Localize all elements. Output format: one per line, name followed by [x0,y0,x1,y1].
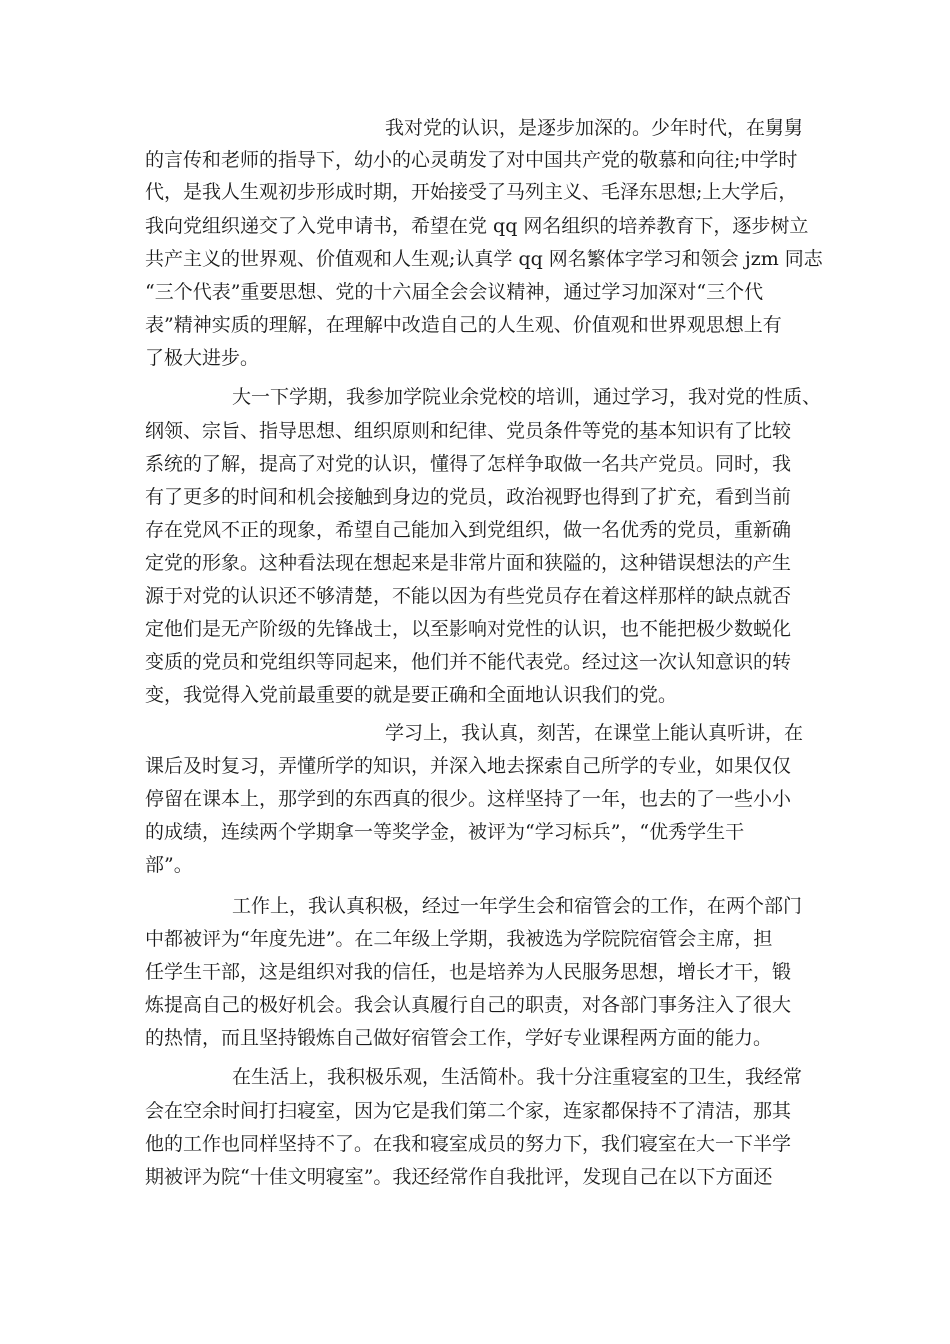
paragraph-line: 源于对党的认识还不够清楚，不能以因为有些党员存在着这样那样的缺点就否 [145,585,792,607]
paragraph-line: 他的工作也同样坚持不了。在我和寝室成员的努力下，我们寝室在大一下半学 [145,1133,792,1155]
paragraph-line: 定党的形象。这种看法现在想起来是非常片面和狭隘的，这种错误想法的产生 [145,552,792,574]
paragraph-line: 共产主义的世界观、价值观和人生观;认真学 qq 网名繁体字学习和领会 jzm 同志 [145,248,823,270]
paragraph-line: 纲领、宗旨、指导思想、组织原则和纪律、党员条件等党的基本知识有了比较 [145,420,792,442]
paragraph-line: 任学生干部，这是组织对我的信任，也是培养为人民服务思想，增长才干，锻 [145,961,792,983]
paragraph-line: 了极大进步。 [145,347,260,369]
paragraph-line: 我向党组织递交了入党申请书，希望在党 qq 网名组织的培养教育下，逐步树立 [145,215,809,237]
paragraph-line: 停留在课本上，那学到的东西真的很少。这样坚持了一年，也去的了一些小小 [145,788,792,810]
paragraph-line: 系统的了解，提高了对党的认识，懂得了怎样争取做一名共产党员。同时，我 [145,453,792,475]
paragraph-line: 的成绩，连续两个学期拿一等奖学金，被评为“学习标兵”，“优秀学生干 [145,821,745,843]
paragraph-line: 大一下学期，我参加学院业余党校的培训，通过学习，我对党的性质、 [232,386,822,408]
paragraph-line: 的热情，而且坚持锻炼自己做好宿管会工作，学好专业课程两方面的能力。 [145,1027,773,1049]
paragraph-line: 的言传和老师的指导下，幼小的心灵萌发了对中国共产党的敬慕和向往;中学时 [145,149,798,171]
paragraph-line: “三个代表”重要思想、党的十六届全会会议精神，通过学习加深对“三个代 [145,281,764,303]
paragraph-line: 课后及时复习，弄懂所学的知识，并深入地去探索自己所学的专业，如果仅仅 [145,755,792,777]
paragraph-line: 学习上，我认真，刻苦，在课堂上能认真听讲，在 [385,722,804,744]
paragraph-line: 代，是我人生观初步形成时期，开始接受了马列主义、毛泽东思想;上大学后， [145,181,798,203]
paragraph-line: 会在空余时间打扫寝室，因为它是我们第二个家，连家都保持不了清洁，那其 [145,1100,792,1122]
paragraph-line: 定他们是无产阶级的先锋战士，以至影响对党性的认识，也不能把极少数蜕化 [145,618,792,640]
paragraph-line: 部”。 [145,854,193,876]
paragraph-line: 表”精神实质的理解，在理解中改造自己的人生观、价值观和世界观思想上有 [145,314,782,336]
paragraph-line: 有了更多的时间和机会接触到身边的党员，政治视野也得到了扩充，看到当前 [145,486,792,508]
paragraph-line: 中都被评为“年度先进”。在二年级上学期，我被选为学院院宿管会主席，担 [145,928,773,950]
paragraph-line: 炼提高自己的极好机会。我会认真履行自己的职责，对各部门事务注入了很大 [145,994,792,1016]
paragraph-line: 我对党的认识，是逐步加深的。少年时代，在舅舅 [385,117,804,139]
paragraph-line: 存在党风不正的现象，希望自己能加入到党组织，做一名优秀的党员，重新确 [145,519,792,541]
paragraph-line: 工作上，我认真积极，经过一年学生会和宿管会的工作，在两个部门 [232,895,803,917]
paragraph-line: 变，我觉得入党前最重要的就是要正确和全面地认识我们的党。 [145,684,678,706]
paragraph-line: 变质的党员和党组织等同起来，他们并不能代表党。经过这一次认知意识的转 [145,651,792,673]
paragraph-line: 期被评为院“十佳文明寝室”。我还经常作自我批评，发现自己在以下方面还 [145,1166,773,1188]
paragraph-line: 在生活上，我积极乐观，生活简朴。我十分注重寝室的卫生，我经常 [232,1066,803,1088]
